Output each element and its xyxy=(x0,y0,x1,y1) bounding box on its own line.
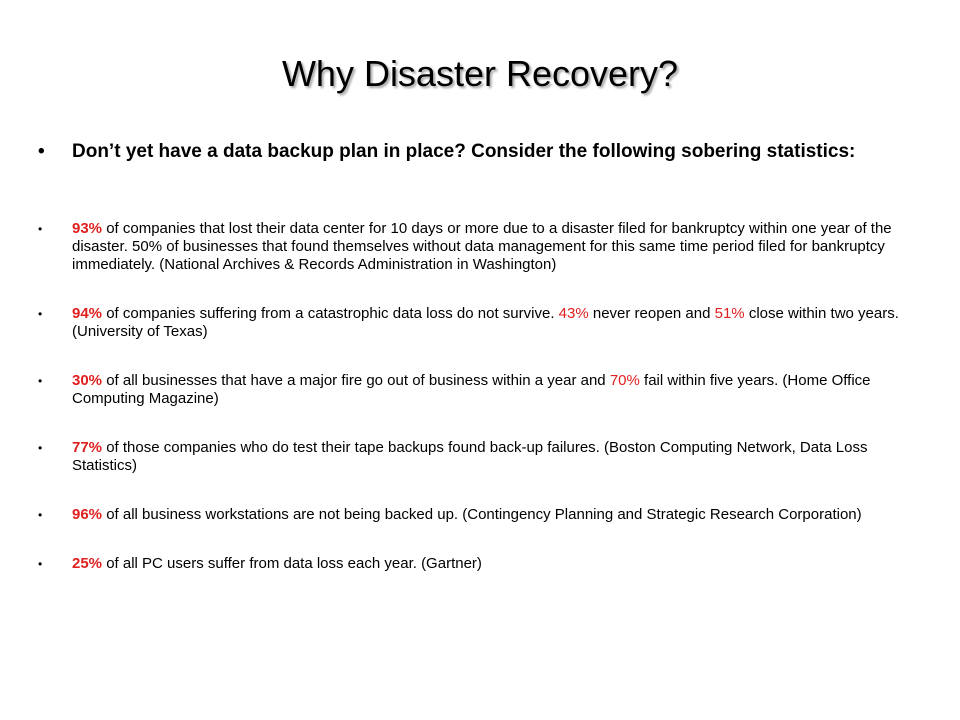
stat-percent: 77% xyxy=(72,439,103,456)
bullet-icon: • xyxy=(38,222,43,236)
stat-percent: 93% xyxy=(72,220,103,237)
intro-bullet xyxy=(38,140,918,163)
statistics-list xyxy=(38,220,918,604)
bullet-icon: • xyxy=(38,141,45,162)
stat-text xyxy=(72,439,918,475)
stat-description: of all PC users suffer from data loss each year. (Gartner) xyxy=(102,555,482,572)
stat-item xyxy=(38,506,918,524)
stat-item xyxy=(38,555,918,573)
stat-percent: 30% xyxy=(72,372,103,389)
stat-text xyxy=(72,555,918,573)
bullet-icon: • xyxy=(38,374,43,388)
stat-percent: 25% xyxy=(72,555,103,572)
bullet-icon: • xyxy=(38,441,43,455)
stat-description: close within two years. (University of Texas) xyxy=(72,305,899,340)
stat-description: never reopen and xyxy=(588,305,715,322)
stat-description: of companies that lost their data center for 10 days or more due to a disaster filed for bankruptcy within one year of the disaster. 50% of businesses that found themselves without data management for this same time period filed for bankruptcy immediately. (National Archives & Records Administration in Washington) xyxy=(72,220,892,273)
stat-highlight: 70% xyxy=(609,372,640,389)
stat-percent: 96% xyxy=(72,506,103,523)
stat-description: fail within five years. (Home Office Computing Magazine) xyxy=(72,372,871,407)
stat-item xyxy=(38,305,918,341)
bullet-icon: • xyxy=(38,557,43,571)
stat-item xyxy=(38,220,918,274)
stat-description: of all business workstations are not being backed up. (Contingency Planning and Strategic Research Corporation) xyxy=(102,506,862,523)
stat-description: of those companies who do test their tape backups found back-up failures. (Boston Computing Network, Data Loss Statistics) xyxy=(72,439,868,474)
bullet-icon: • xyxy=(38,508,43,522)
bullet-icon: • xyxy=(38,307,43,321)
stat-percent: 94% xyxy=(72,305,103,322)
stat-description: of companies suffering from a catastrophic data loss do not survive. xyxy=(102,305,559,322)
stat-text xyxy=(72,305,918,341)
stat-highlight: 51% xyxy=(714,305,745,322)
stat-item xyxy=(38,439,918,475)
slide-title: Why Disaster Recovery? xyxy=(281,53,679,94)
stat-item xyxy=(38,372,918,408)
stat-description: of all businesses that have a major fire go out of business within a year and xyxy=(102,372,610,389)
stat-text xyxy=(72,372,918,408)
intro-text: Don’t yet have a data backup plan in place? Consider the following sobering statistics: xyxy=(72,141,856,162)
stat-text xyxy=(72,506,918,524)
stat-text xyxy=(72,220,918,274)
stat-highlight: 43% xyxy=(558,305,589,322)
